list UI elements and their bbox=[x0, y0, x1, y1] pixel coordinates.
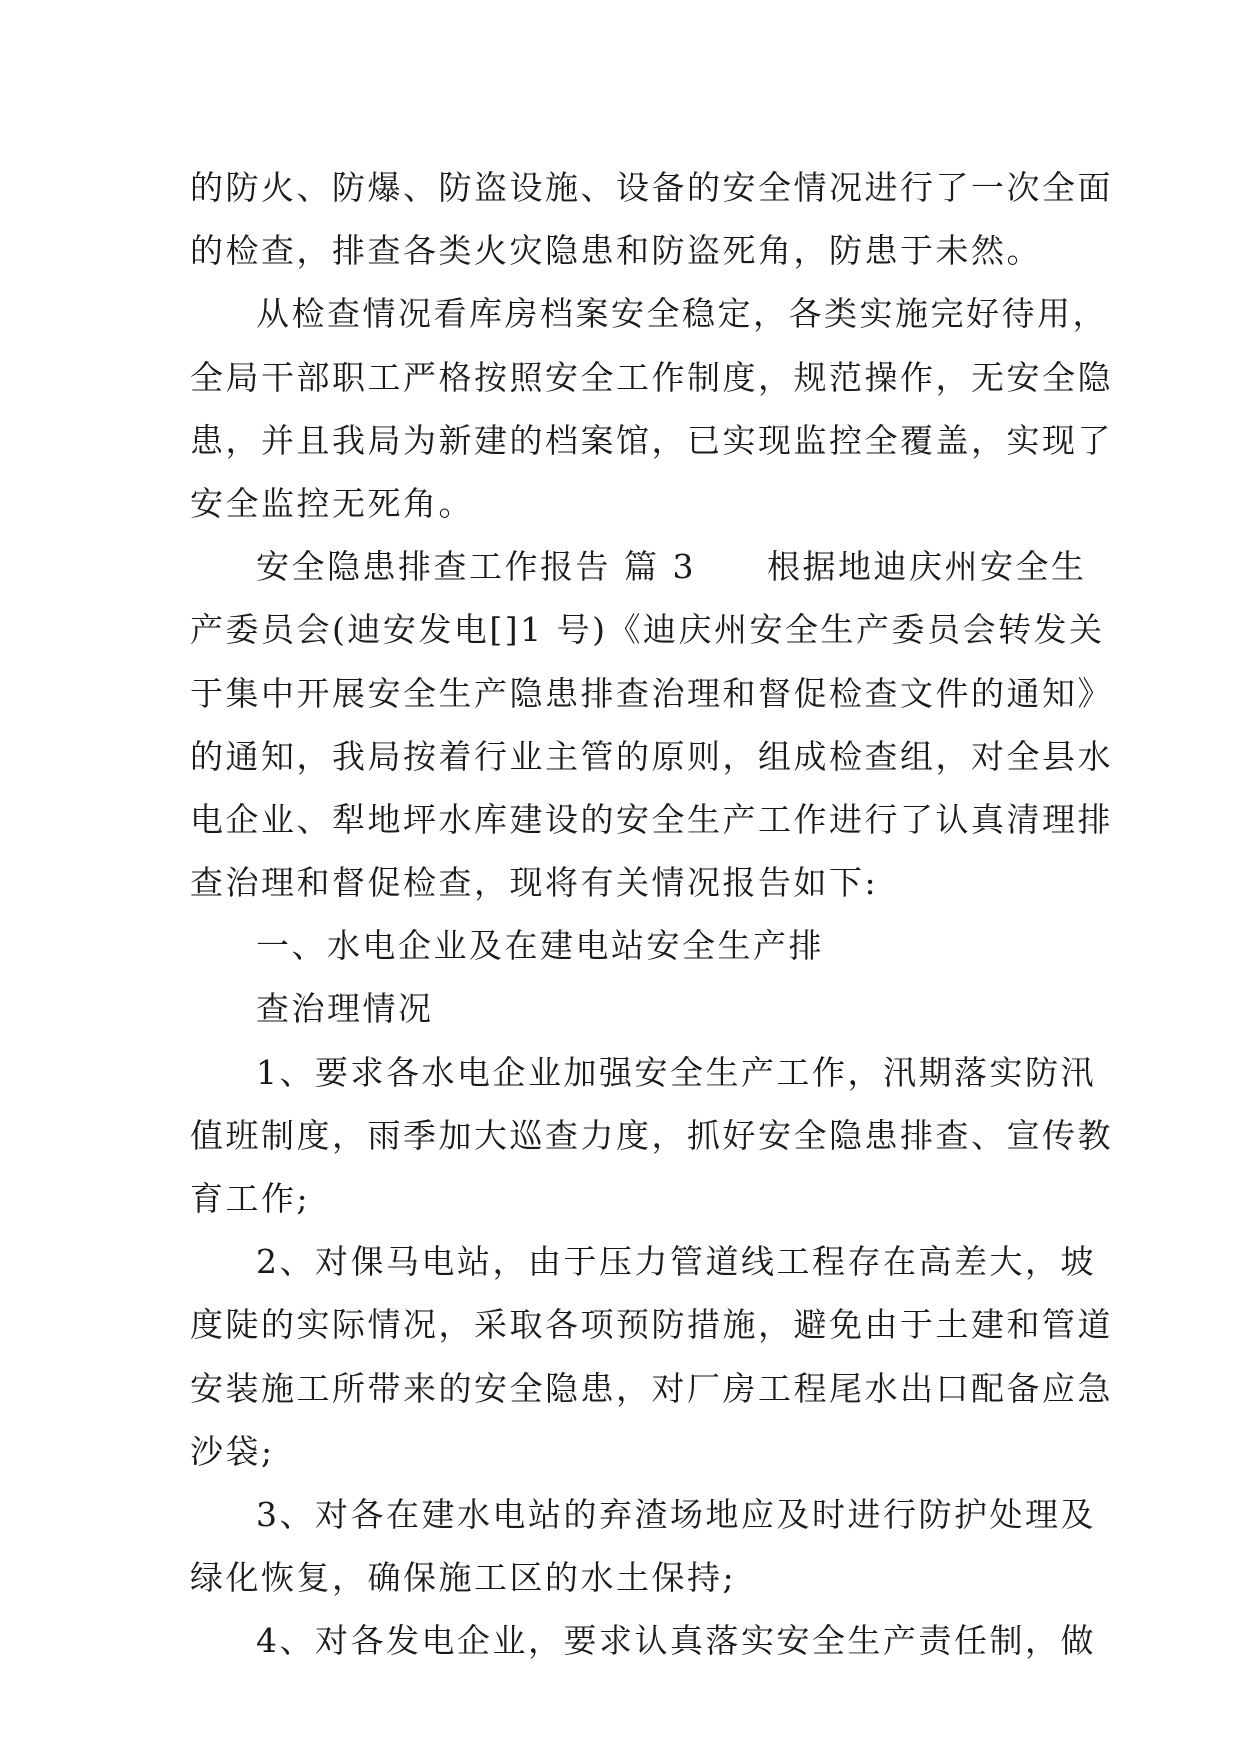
text-line: 的检查，排查各类火灾隐患和防盗死角，防患于未然。 bbox=[190, 231, 1042, 271]
text-line: 的通知，我局按着行业主管的原则，组成检查组，对全县水 bbox=[190, 736, 1113, 776]
text-line: 沙袋; bbox=[190, 1431, 275, 1471]
text-line: 产委员会(迪安发电[]1 号)《迪庆州安全生产委员会转发关 bbox=[190, 610, 1105, 650]
text-line: 电企业、犁地坪水库建设的安全生产工作进行了认真清理排 bbox=[190, 799, 1113, 839]
text-line: 的防火、防爆、防盗设施、设备的安全情况进行了一次全面 bbox=[190, 168, 1113, 207]
text-line: 于集中开展安全生产隐患排查治理和督促检查文件的通知》 bbox=[190, 673, 1113, 713]
text-line: 从检查情况看库房档案安全稳定，各类实施完好待用， bbox=[256, 294, 1108, 334]
list-item-line: 2、对倮马电站，由于压力管道线工程存在高差大，坡 bbox=[256, 1242, 1096, 1282]
text-line: 全局干部职工严格按照安全工作制度，规范操作，无安全隐 bbox=[190, 357, 1113, 397]
text-line: 患，并且我局为新建的档案馆，已实现监控全覆盖，实现了 bbox=[190, 420, 1113, 460]
text-line: 安装施工所带来的安全隐患，对厂房工程尾水出口配备应急 bbox=[190, 1368, 1113, 1408]
text-line: 安全监控无死角。 bbox=[190, 483, 474, 523]
text-line: 查治理和督促检查，现将有关情况报告如下: bbox=[190, 863, 879, 903]
section-heading-line: 安全隐患排查工作报告 篇 3 根据地迪庆州安全生 bbox=[256, 547, 1087, 587]
text-line: 育工作; bbox=[190, 1179, 311, 1218]
text-line: 绿化恢复，确保施工区的水土保持; bbox=[190, 1558, 737, 1598]
document-body bbox=[190, 156, 1113, 1673]
list-item-line: 4、对各发电企业，要求认真落实安全生产责任制，做 bbox=[256, 1621, 1096, 1661]
list-item-line: 1、要求各水电企业加强安全生产工作，汛期落实防汛 bbox=[256, 1052, 1096, 1092]
subsection-heading-line: 一、水电企业及在建电站安全生产排 bbox=[256, 926, 824, 966]
subsection-heading-line: 查治理情况 bbox=[256, 989, 434, 1029]
text-line: 值班制度，雨季加大巡查力度，抓好安全隐患排查、宣传教 bbox=[190, 1115, 1113, 1155]
text-line: 度陡的实际情况，采取各项预防措施，避免由于土建和管道 bbox=[190, 1305, 1113, 1345]
list-item-line: 3、对各在建水电站的弃渣场地应及时进行防护处理及 bbox=[256, 1494, 1096, 1534]
